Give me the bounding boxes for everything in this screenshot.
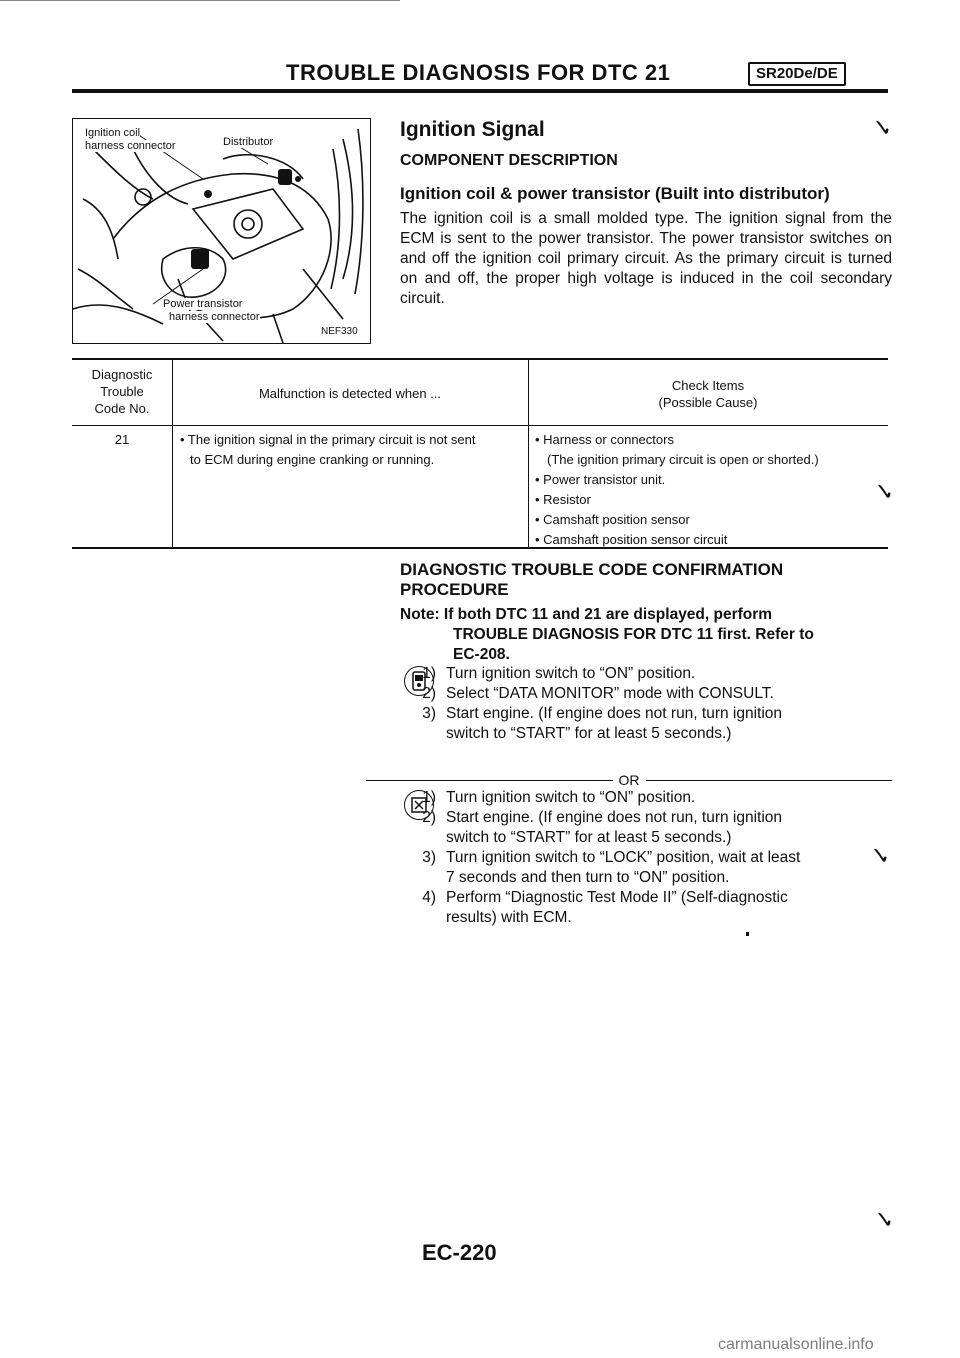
check-tick-icon: ✓ — [874, 479, 895, 506]
label-ignition-coil: Ignition coil — [85, 127, 141, 139]
page-title: TROUBLE DIAGNOSIS FOR DTC 21 — [286, 60, 671, 85]
header-check-items: Check Items (Possible Cause) — [658, 378, 758, 410]
section-title: Ignition Signal — [400, 118, 545, 141]
check-item: • Power transistor unit. — [535, 472, 666, 487]
header-rule — [72, 89, 888, 93]
check-tick-icon: ✓ — [874, 1207, 895, 1234]
label-distributor: Distributor — [223, 136, 274, 148]
list-item: 3) Turn ignition switch to “LOCK” position, wait at least — [422, 849, 801, 866]
check-tick-icon: ✓ — [872, 115, 893, 142]
list-item: 3) Start engine. (If engine does not run, turn ignition — [422, 705, 783, 722]
procedure-note: Note: If both DTC 11 and 21 are displayed, perform TROUBLE DIAGNOSIS FOR DTC 11 first. Refer to EC-208. — [400, 606, 814, 663]
list-item: 2) Start engine. (If engine does not run, turn ignition — [422, 809, 783, 826]
list-item-continued: results) with ECM. — [446, 909, 572, 926]
table-top-rule — [72, 358, 888, 360]
page-number: EC-220 — [422, 1240, 497, 1265]
distributor-figure — [72, 118, 371, 344]
list-item: 4) Perform “Diagnostic Test Mode II” (Self-diagnostic — [422, 889, 788, 906]
watermark: carmanualsonline.info — [718, 1336, 874, 1353]
list-item-continued: switch to “START” for at least 5 seconds.) — [446, 725, 732, 742]
list-item-continued: 7 seconds and then turn to “ON” position. — [446, 869, 730, 886]
table-cell-check-items — [535, 430, 885, 550]
list-item: 2) Select “DATA MONITOR” mode with CONSULT. — [422, 685, 774, 702]
header-malfunction: Malfunction is detected when ... — [258, 386, 442, 401]
table-cell-code: 21 — [114, 432, 130, 447]
component-subheading: Ignition coil & power transistor (Built into distributor) — [400, 184, 830, 203]
figure-code: NEF330 — [321, 326, 358, 337]
ecm-steps — [400, 788, 892, 928]
list-item-continued: switch to “START” for at least 5 seconds.) — [446, 829, 732, 846]
check-item: • Harness or connectors — [535, 432, 674, 447]
stray-mark — [746, 932, 749, 936]
procedure-heading: DIAGNOSTIC TROUBLE CODE CONFIRMATION PROCEDURE — [400, 560, 784, 599]
check-item: • Camshaft position sensor circuit — [535, 532, 728, 547]
top-edge-rule — [0, 0, 400, 1]
consult-steps — [400, 664, 892, 744]
check-tick-icon: ✓ — [870, 843, 891, 870]
check-item: • Camshaft position sensor — [535, 512, 690, 527]
list-item: 1) Turn ignition switch to “ON” position. — [422, 789, 696, 806]
label-harness-connector: harness connector — [85, 140, 176, 152]
label-pt-harness-connector: harness connector — [169, 311, 260, 323]
header-dtc-code: Diagnostic Trouble Code No. — [91, 367, 153, 416]
check-item: • Resistor — [535, 492, 591, 507]
check-item: (The ignition primary circuit is open or shorted.) — [547, 452, 819, 467]
table-cell-malfunction: • The ignition signal in the primary circuit is not sent to ECM during engine cranking or running. — [180, 432, 476, 467]
engine-model-badge: SR20De/DE — [748, 62, 846, 86]
or-divider: OR — [366, 770, 892, 790]
component-description-heading: COMPONENT DESCRIPTION — [400, 152, 618, 169]
list-item: 1) Turn ignition switch to “ON” position. — [422, 665, 696, 682]
label-power-transistor: Power transistor — [163, 298, 243, 310]
component-description-text: The ignition coil is a small molded type. The ignition signal from the ECM is sent to the power transistor. The power transistor switches on and off the ignition coil primary circuit. As the primary circuit is turned on and off, the proper high voltage is induced in the coil secondary circuit. — [400, 210, 892, 307]
table-header-rule — [72, 425, 888, 426]
